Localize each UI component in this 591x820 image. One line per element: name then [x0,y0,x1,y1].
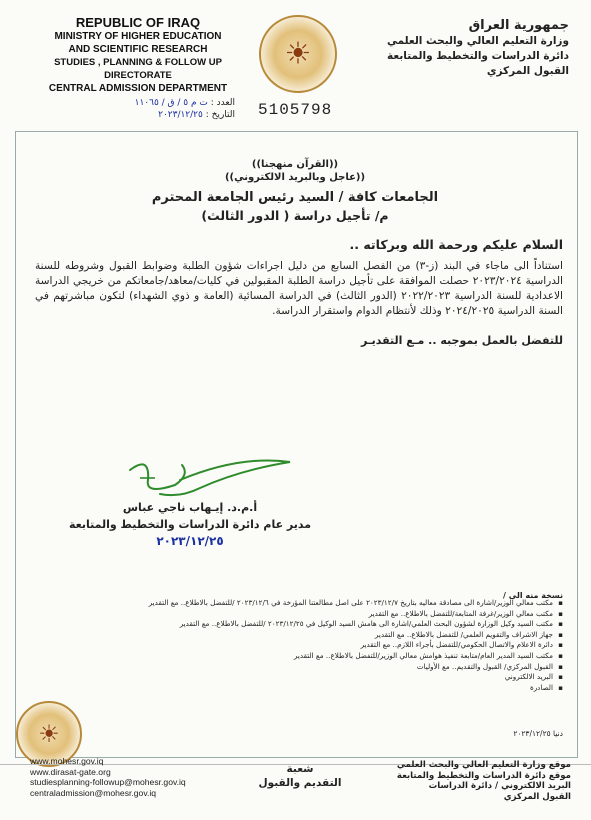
ministry-seal [259,15,337,93]
list-item: ▪ البريد الالكتروني [43,672,563,683]
footer-link[interactable]: studiesplanning-followup@mohesr.gov.iq [30,777,186,787]
signer-block [60,499,320,550]
header-line: القبول المركزي [486,65,569,77]
typist-date: دنيا ٢٠٢٣/١٢/٢٥ [513,729,563,738]
list-item: ▪ القبول المركزي/ القبول والتقديم.. مع الأوليات [43,662,563,673]
addressee: الجامعات كافة / السيد رئيس الجامعة المحترم [151,190,439,205]
list-item: ▪ مكتب معالي الوزير/اشارة الى مصادقة معاليه بتاريخ ٢٠٢٣/١٢/٧ على اصل مطالعتنا المؤرخة في ٢٠٢٣/١٢/٦ /للتفضل بالاطلاع.. مع التقدير [43,598,563,609]
footer-line: البريد الالكتروني / دائرة الدراسات [428,781,571,791]
date-label: التاريخ : [205,110,235,120]
footer-link[interactable]: www.mohesr.gov.iq [30,756,104,766]
footer-link[interactable]: centraladmission@mohesr.gov.iq [30,787,157,798]
copies-heading: نسخة منه الى / [503,591,563,600]
list-item: ▪ مكتب السيد وكيل الوزارة لشؤون البحث العلمي/اشارة الى هامش السيد الوكيل في ٢٠٢٣/١٢/٢٥ /للتفضل بالاطلاع.. مع التقدير [43,619,563,630]
footer-sites [30,756,230,798]
main-paragraph: استناداً الى ماجاء في البند (ز-٣) من الفصل السابع من دليل اجراءات شؤون الطلبة وضوابط القبول وشروطه للسنة الدراسية ٢٠٢٣/٢٠٢٤ حصلت الموافقة على تأجيل دراسة الطلبة المقبولين في كليات/معاهد/جامعاتكم من خريجي الدراسة الاعدادية للسنة الدراسية ٢٠٢٢/٢٠٢٣ (الدور الثالث) في الدراسة المسائية (العامة و ذوي الشهداء) لتكون مباشرتهم في السنة الدراسية ٢٠٢٤/٢٠٢٥ وذلك لأنتظام الدوام واستقرار الدراسة. [35,260,563,317]
list-item: ▪ جهاز الاشراف والتقويم العلمي/ للتفضل بالاطلاع.. مع التقدير [43,630,563,641]
ref-date: ٢٠٢٣/١٢/٢٥ [158,110,203,120]
footer-ministry [371,760,571,802]
header-line: دائرة الدراسات والتخطيط والمتابعة [387,50,569,62]
ref-label: العدد : [210,98,235,108]
signer-name: أ.م.د. إيـهاب ناجي عباس [122,501,258,514]
ref-number: ت م ٥ / ق / ١١٠٦٥ [134,98,208,108]
signature-date: ٢٠٢٣/١٢/٢٥ [156,534,224,548]
greeting: السلام عليكم ورحمة الله وبركاته .. [349,237,563,252]
copies-list [43,598,563,693]
sun-emblem-icon: ☀ [38,720,60,748]
footer-line: موقع وزارة التعليم العالي والبحث العلمي [396,760,571,770]
arabic-letterhead [379,17,569,79]
list-item: ▪ دائرة الاعلام والاتصال الحكومي/للتفضل بأجراء اللازم.. مع التقدير [43,640,563,651]
list-item: ▪ الصادرة [43,683,563,694]
section-name: شعبة [286,763,314,775]
english-letterhead [28,15,248,95]
subject: م/ تأجيل دراسة ( الدور الثالث) [201,208,389,223]
serial-number: 5105798 [258,101,333,119]
header-line: وزارة التعليم العالي والبحث العلمي [386,35,569,47]
footer-section [240,762,360,790]
list-item: ▪ مكتب السيد المدير العام/متابعة تنفيذ هوامش معالي الوزير/للتفضل بالاطلاع.. مع التقدير [43,651,563,662]
reference-block [95,97,235,121]
footer-line: موقع دائرة الدراسات والتخطيط والمتابعة [396,770,571,781]
sun-emblem-icon: ☀ [284,36,312,72]
list-item: ▪ مكتب معالي الوزير/غرفة المتابعة/للتفضل بالاطلاع.. مع التقدير [43,609,563,620]
header-line: STUDIES , PLANNING & FOLLOW UP DIRECTORATE [54,57,222,81]
signer-title: مدير عام دائرة الدراسات والتخطيط والمتابعة [68,518,312,531]
section-name: التقديم والقبول [258,777,342,789]
header-line: MINISTRY OF HIGHER EDUCATION [54,31,222,42]
footer-link[interactable]: www.dirasat-gate.org [30,766,111,777]
header-line: جمهورية العراق [468,18,569,33]
closing-line: للتفضل بالعمل بموجبه .. مـع التقديـر [361,334,563,347]
header-line: AND SCIENTIFIC RESEARCH [68,44,208,55]
urgency-note: ((عاجل وبالبريد الالكتروني)) [224,172,366,183]
header-line: REPUBLIC OF IRAQ [75,15,201,30]
motto: ((القرآن منهجنا)) [251,159,339,170]
letter-heading [30,158,560,184]
footer-line: القبول المركزي [503,791,571,802]
header-line: CENTRAL ADMISSION DEPARTMENT [48,83,228,94]
